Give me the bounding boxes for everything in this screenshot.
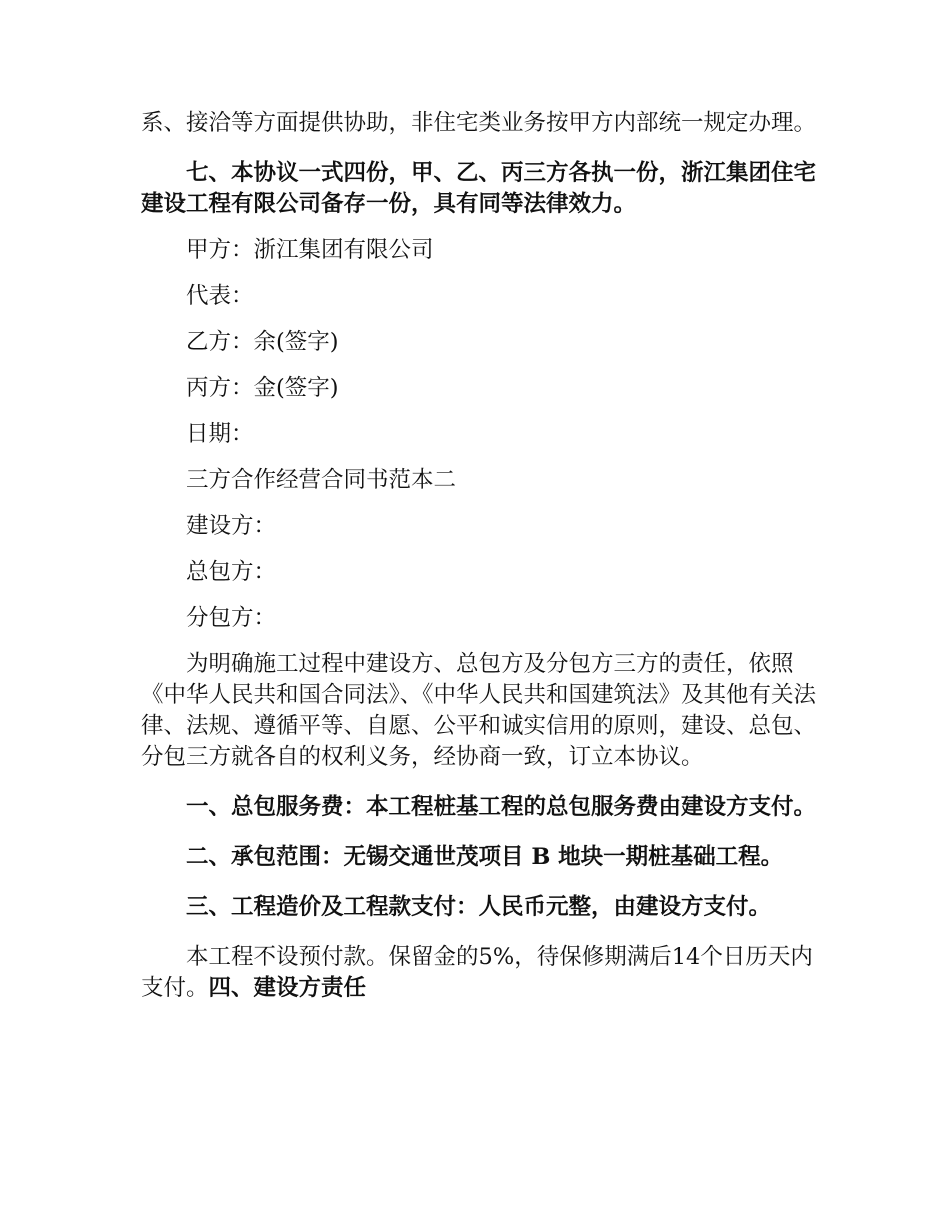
payment-note: 本工程不设预付款。保留金的5%，待保修期满后14个日历天内支付。 <box>141 944 813 1001</box>
clause-seven: 七、本协议一式四份，甲、乙、丙三方各执一份，浙江集团住宅建设工程有限公司备存一份，具有同等法律效力。 <box>141 160 817 217</box>
template-title: 三方合作经营合同书范本二 <box>186 467 457 493</box>
construction-party-line: 建设方： <box>186 513 277 539</box>
paragraph-continuation: 系、接洽等方面提供协助，非住宅类业务按甲方内部统一规定办理。 <box>141 110 817 136</box>
party-b-line: 乙方：余(签字) <box>186 329 339 355</box>
clause-four-heading: 四、建设方责任 <box>208 975 367 1001</box>
payment-paragraph <box>141 942 821 1004</box>
clause-three: 三、工程造价及工程款支付：人民币元整，由建设方支付。 <box>186 894 772 920</box>
party-a-line: 甲方：浙江集团有限公司 <box>186 237 434 263</box>
clause-one: 一、总包服务费：本工程桩基工程的总包服务费由建设方支付。 <box>186 794 817 820</box>
general-contractor-line: 总包方： <box>186 559 277 585</box>
preamble-paragraph: 为明确施工过程中建设方、总包方及分包方三方的责任，依照《中华人民共和国合同法》、《中华人民共和国建筑法》及其他有关法律、法规、遵循平等、自愿、公平和诚实信用的原则，建设、总包、分包三方就各自的权利义务，经协商一致，订立本协议。 <box>141 651 817 770</box>
date-line: 日期： <box>186 421 254 447</box>
subcontractor-line: 分包方： <box>186 605 277 631</box>
document-body <box>141 108 821 1004</box>
representative-line: 代表： <box>186 283 254 309</box>
clause-two: 二、承包范围：无锡交通世茂项目 B 地块一期桩基础工程。 <box>186 844 784 870</box>
party-c-line: 丙方：金(签字) <box>186 375 339 401</box>
